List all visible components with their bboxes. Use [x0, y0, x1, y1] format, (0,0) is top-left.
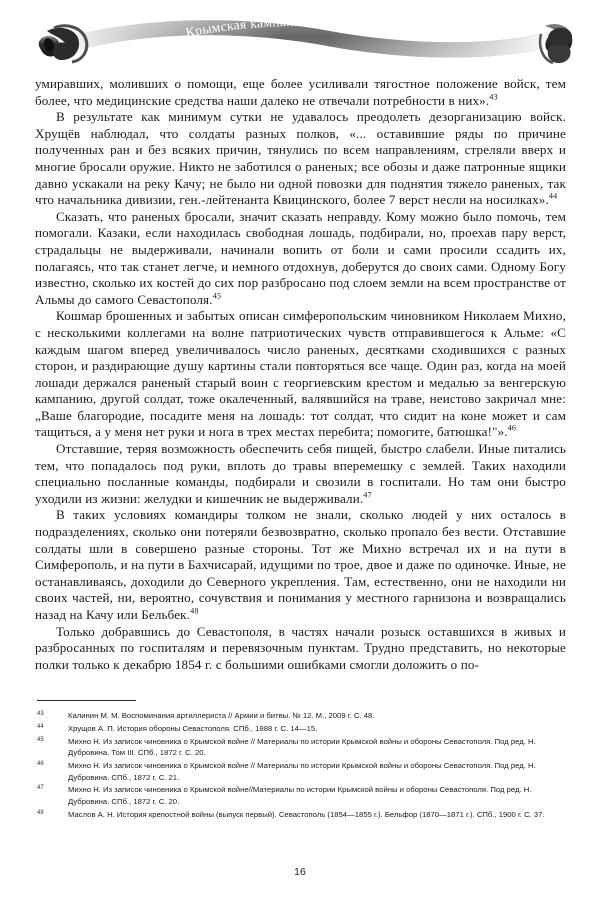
footnote-text: Хрущов А. П. История обороны Севастополя. СПб., 1888 г. С. 14—15.	[68, 723, 318, 733]
footnote-section	[35, 700, 566, 822]
paragraph-text: Отставшие, теряя возможность обеспечить себя пищей, быстро слабели. Иные питались тем, что попадалось под руки, вплоть до травы вперемешку с землей. Таких находили специально посланные команды, подбирали и свозили в госпитали. Но там они быстро уходили из жизни: желудки и кишечник не выдерживали.	[35, 441, 566, 506]
footnote-number: 48	[37, 809, 44, 816]
paragraph-text: умиравших, моливших о помощи, еще более усиливали тягостное положение войск, тем более, что медицинские средства наши далеко не отвечали потребности в них».	[35, 76, 566, 108]
footnote-text: Михно Н. Из записок чиновника о Крымской войне // Материалы по истории Крымской войны и обороны Севастополя. Под ред. Н. Дубровина. Том III. СПб., 1872 г. С. 20.	[68, 736, 536, 758]
footnote-number: 45	[37, 736, 44, 743]
footnote-number: 43	[37, 711, 44, 717]
paragraph-5	[35, 441, 566, 507]
footnote-number: 47	[37, 785, 44, 792]
footnote-text: Михно Н. Из записок чиновника о Крымской войне // Материалы по истории Крымской войны и обороны Севастополя. Под ред. Н. Дубровина. СПб., 1872 г. С. 21.	[68, 761, 536, 782]
paragraph-3	[35, 209, 566, 309]
footnote-text: Маслов А. Н. История крепостной войны (выпуск первый). Севастополь (1854—1855 г.). Бельфор (1870—1871 г.). СПб., 1900 г. С. 37.	[68, 809, 545, 819]
page-number: 16	[294, 866, 306, 878]
banner-graphic	[0, 4, 600, 76]
paragraph-4	[35, 308, 566, 441]
footnote-entry	[35, 710, 566, 721]
chapter-banner	[0, 4, 600, 76]
paragraph-1	[35, 76, 566, 109]
footnote-marker-43[interactable]: 43	[489, 92, 498, 102]
paragraph-text: Только добравшись до Севастополя, в частях начали розыск оставшихся в живых и разбросанных по госпиталям и перевязочным пунктам. Трудно представить, но некоторые полки только к декабрю 1854 г. с большими ошибками смогли доложить о по-	[35, 623, 566, 672]
footnote-number: 46	[37, 761, 44, 768]
footnote-marker-47[interactable]: 47	[363, 490, 372, 500]
banner-title-text: Крымская кампания Восточной войны	[184, 13, 421, 41]
footnote-entry	[35, 784, 566, 807]
footnote-marker-44[interactable]: 44	[548, 191, 558, 201]
footnote-marker-48[interactable]: 48	[190, 606, 199, 616]
footnote-entry	[35, 809, 566, 820]
footnote-separator-rule	[37, 700, 136, 701]
paragraph-text: Кошмар брошенных и забытых описан симферопольским чиновником Николаем Михно, с несколькими коллегами на волне патриотических чувств отправившегося к Альме: «С каждым шагом вперед увеличивалось число раненых, десятками сходившихся с разных сторон, и раздирающие душу картины стали повторяться все чаще. Один раз, когда на моей лошади держался раненый старый воин с георгиевским крестом и медалью за венгерскую кампанию, другой солдат, тоже окалеченный, валявшийся на траве, неистово закричал мне: „Ваше благородие, посадите меня на лошадь: тот солдат, что сидит на коне может и сам тащиться, а у меня нет руки и нога в трех местах перебита; помогите, батюшка!"».	[35, 308, 566, 440]
paragraph-text: Сказать, что раненых бросали, значит сказать неправду. Кому можно было помочь, тем помогали. Казаки, если находилась свободная лошадь, подбирали, но, проехав пару верст, страдальцы не выдерживали, начинали вопить от боли и сами просили ссадить их, полагаясь, что так станет легче, и немного отдохнув, доберутся до своих сами. Одному Богу известно, сколько их костей до сих пор разбросано под слоем земли на всем пространстве от Альмы до самого Севастополя.	[35, 208, 566, 307]
footnote-entry	[35, 736, 566, 759]
footnote-marker-46[interactable]: 46	[507, 424, 517, 434]
body-text	[35, 76, 566, 673]
footnote-entry	[35, 760, 566, 783]
paragraph-text: В таких условиях командиры толком не знали, сколько людей у них осталось в подразделениях, сколько они потеряли безвозвратно, сколько пропало без вести. Отставшие солдаты шли в совершено разные стороны. Тот же Михно встречал их и на пути в Симферополь, и на пути в Бахчисарай, идущими по трое, двое и даже по одиночке. Иные, не останавливаясь, доходили до Северного укрепления. Там, естественно, они не находили ни своих частей, ни, вероятно, сочувствия и понимания у местного гарнизона и возвращались назад на Качу или Бельбек.	[35, 507, 566, 622]
footnote-entry	[35, 723, 566, 734]
footnote-text: Калинин М. М. Воспоминания артиллериста // Армии и битвы. № 12. М., 2009 г. С. 48.	[68, 711, 375, 720]
paragraph-7	[35, 624, 566, 674]
footnote-text: Михно Н. Из записок чиновника о Крымской войне//Материалы по истории Крымской войны и обороны Севастополя. Под ред. Н. Дубровина. СПб., 1872 г. С. 20.	[68, 785, 532, 806]
paragraph-2	[35, 109, 566, 209]
footnote-marker-45[interactable]: 45	[212, 291, 222, 301]
paragraph-text: В результате как минимум сутки не удавалось преодолеть дезорганизацию войск. Хрущёв наблюдал, что солдаты разных полков, «... оставившие ряды по причине полученных ран и без всяких причин, тянулись по всем направлениям, стреляли вверх и многие бросали оружие. Никто не заботился о раненых; все обозы и даже патронные ящики давно ускакали на реку Качу; не было ни одной повозки для поднятия тяжело раненых, так что начальника дивизии, ген.-лейтенанта Квицинского, более 7 верст несли на носилках».	[35, 109, 566, 208]
paragraph-6	[35, 507, 566, 623]
footnote-number: 44	[37, 723, 44, 730]
